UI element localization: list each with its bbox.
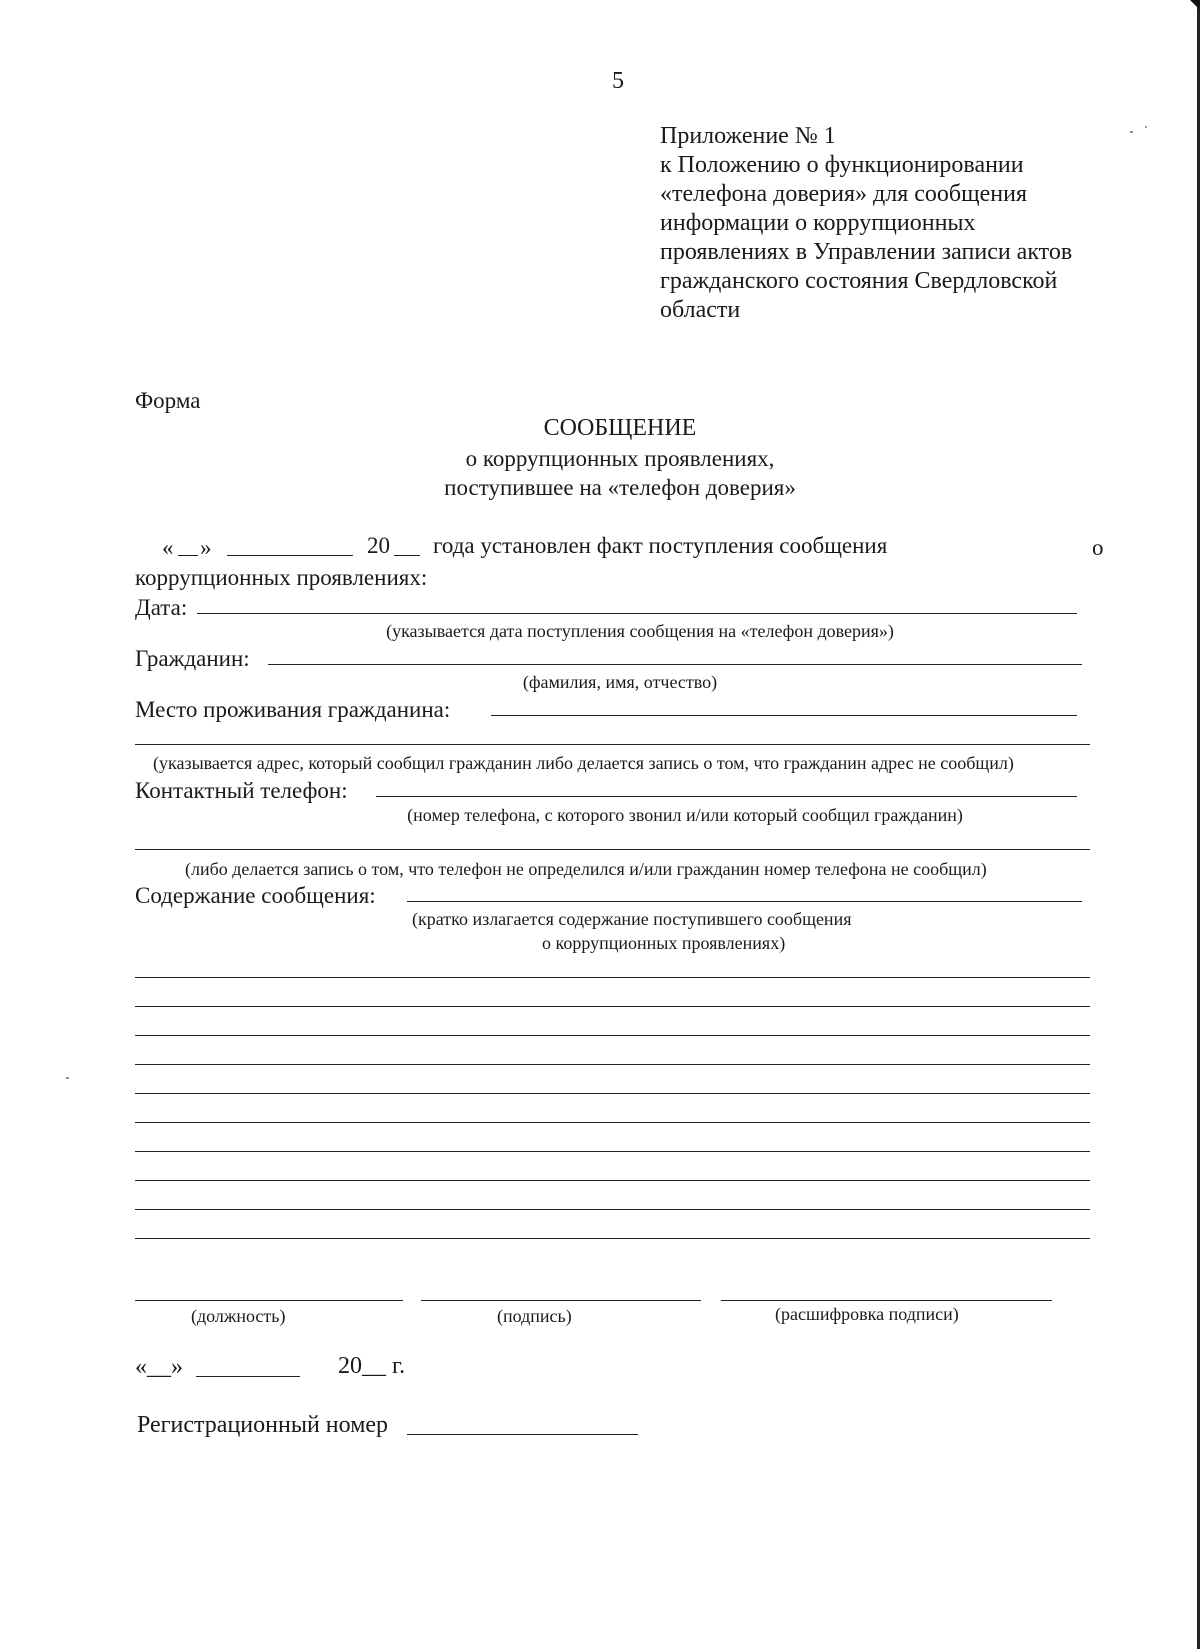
content-writing-line[interactable] (135, 1064, 1090, 1065)
content-hint-2: о коррупционных проявлениях) (542, 933, 786, 953)
page-number: 5 (612, 68, 624, 94)
intro-text: года установлен факт поступления сообщения (433, 533, 888, 558)
citizen-hint: (фамилия, имя, отчество) (522, 672, 718, 692)
phone-field-line-2[interactable] (135, 849, 1090, 850)
year-blank-line[interactable] (394, 555, 420, 556)
decoding-caption: (расшифровка подписи) (775, 1304, 959, 1324)
registration-number-line[interactable] (407, 1434, 638, 1435)
position-caption: (должность) (191, 1306, 286, 1326)
content-writing-line[interactable] (135, 1035, 1090, 1036)
residence-hint: (указывается адрес, который сообщил гражданин либо делается запись о том, что гражданин адрес не сообщил) (153, 753, 1014, 773)
phone-field-line[interactable] (376, 796, 1077, 797)
appendix-line: «телефона доверия» для сообщения (660, 181, 1027, 207)
title-sub2: поступившее на «телефон доверия» (444, 475, 796, 500)
intro-quote-close: » (200, 535, 212, 560)
bottom-month-line[interactable] (196, 1376, 300, 1377)
title-sub1: о коррупционных проявлениях, (465, 446, 775, 471)
residence-label: Место проживания гражданина: (135, 697, 451, 722)
citizen-field-line[interactable] (268, 664, 1082, 665)
content-hint-1: (кратко излагается содержание поступившего сообщения (412, 909, 852, 929)
intro-trailing: о (1092, 535, 1104, 560)
signature-caption: (подпись) (497, 1306, 572, 1326)
appendix-line: проявлениях в Управлении записи актов (660, 239, 1073, 265)
intro-year-prefix: 20 (367, 533, 390, 558)
citizen-label: Гражданин: (135, 646, 250, 671)
scan-speck (66, 1077, 69, 1079)
residence-field-line-2[interactable] (135, 744, 1090, 745)
intro-line2: коррупционных проявлениях: (135, 565, 428, 590)
content-writing-line[interactable] (135, 1151, 1090, 1152)
month-blank-line[interactable] (227, 555, 353, 556)
content-writing-line[interactable] (135, 1180, 1090, 1181)
scan-speck (1145, 126, 1147, 128)
content-field-line[interactable] (407, 901, 1082, 902)
appendix-line: области (660, 297, 741, 323)
day-blank-line[interactable] (178, 555, 198, 556)
phone-hint: (номер телефона, с которого звонил и/или который сообщил гражданин) (407, 805, 963, 825)
content-writing-line[interactable] (135, 1238, 1090, 1239)
decoding-signature-line[interactable] (721, 1300, 1052, 1301)
appendix-line: информации о коррупционных (660, 210, 976, 236)
registration-label: Регистрационный номер (137, 1412, 389, 1438)
scan-speck (1130, 131, 1133, 133)
phone-hint-2: (либо делается запись о том, что телефон не определился и/или гражданин номер телефона не сообщил) (185, 859, 987, 879)
title-main: СООБЩЕНИЕ (543, 415, 697, 441)
bottom-date-quote: «__» (135, 1354, 183, 1380)
phone-label: Контактный телефон: (135, 778, 348, 803)
appendix-line: Приложение № 1 (660, 123, 836, 149)
content-writing-line[interactable] (135, 1209, 1090, 1210)
position-signature-line[interactable] (135, 1300, 403, 1301)
bottom-date-year: 20__ г. (338, 1353, 406, 1379)
content-writing-line[interactable] (135, 1093, 1090, 1094)
scan-corner-mark (1190, 0, 1200, 10)
appendix-block (660, 122, 1072, 325)
date-hint: (указывается дата поступления сообщения на «телефон доверия») (386, 621, 894, 641)
intro-quote-open: « (162, 535, 174, 560)
content-writing-line[interactable] (135, 1006, 1090, 1007)
appendix-line: к Положению о функционировании (660, 152, 1024, 178)
signature-line[interactable] (421, 1300, 701, 1301)
content-writing-line[interactable] (135, 1122, 1090, 1123)
appendix-line: гражданского состояния Свердловской (660, 268, 1058, 294)
content-label: Содержание сообщения: (135, 883, 376, 908)
date-label: Дата: (135, 595, 188, 620)
residence-field-line[interactable] (491, 715, 1077, 716)
date-field-line[interactable] (197, 613, 1077, 614)
form-label: Форма (135, 388, 201, 413)
content-writing-line[interactable] (135, 977, 1090, 978)
